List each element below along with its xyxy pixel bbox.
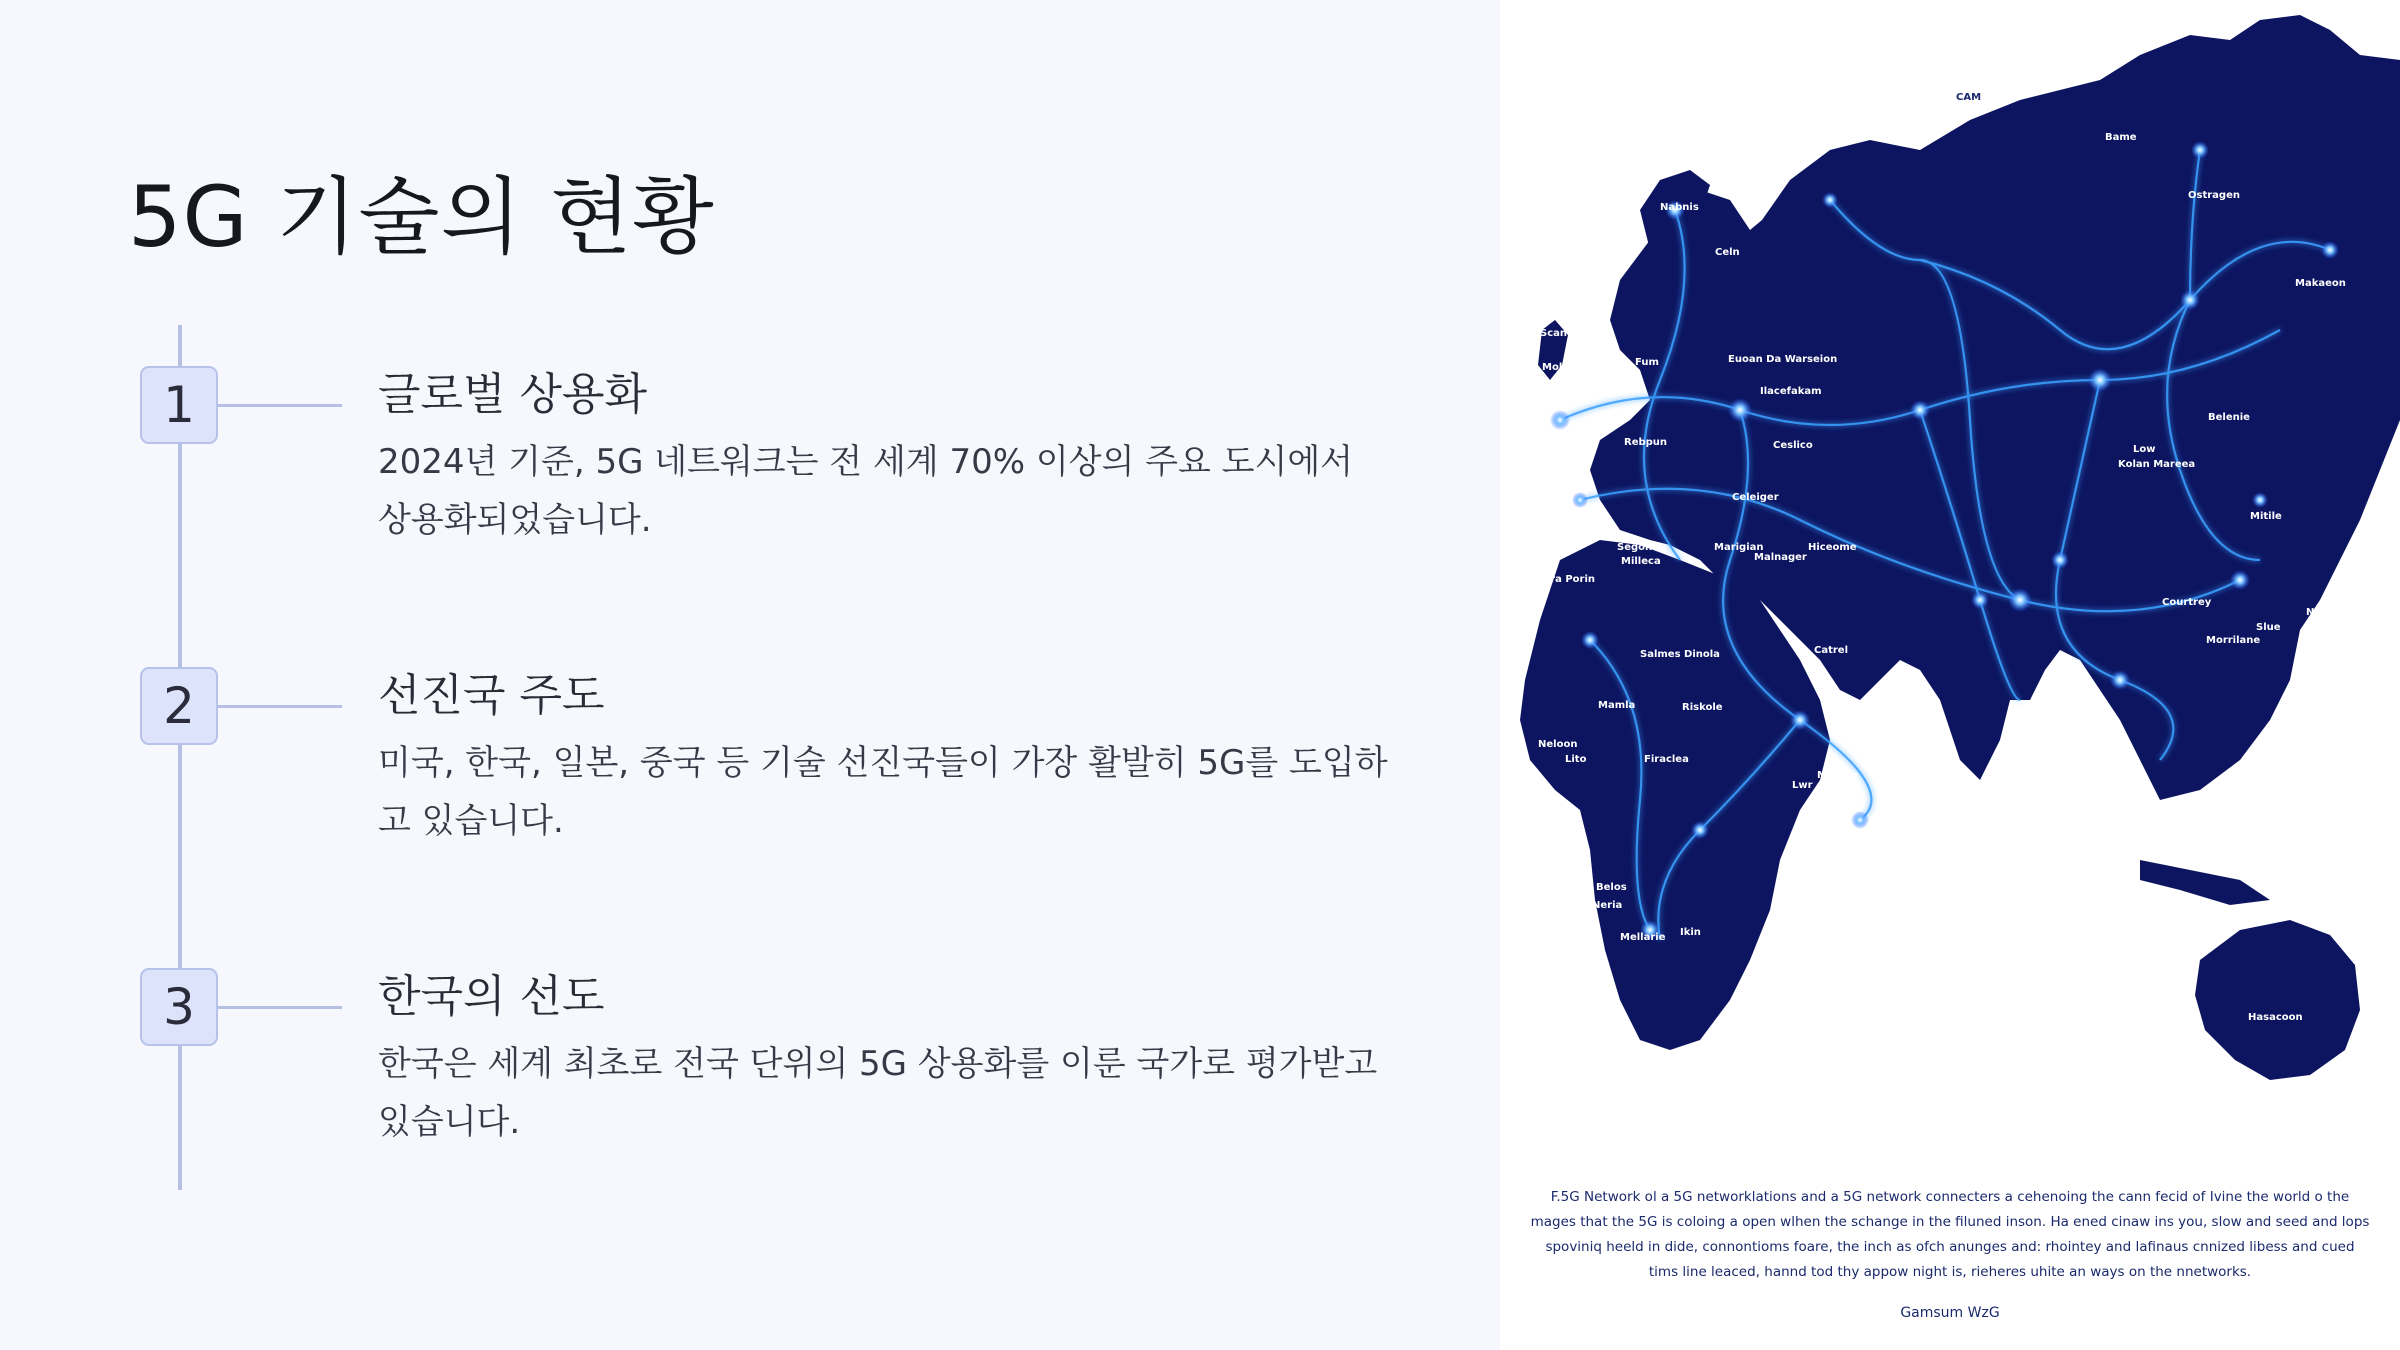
map-label: Celeiger: [1732, 492, 1779, 503]
step-number-2: 2: [140, 667, 218, 745]
map-label: Firaclea: [1644, 754, 1689, 765]
map-label: Low: [2133, 444, 2156, 455]
step-heading-3: 한국의 선도: [378, 971, 605, 1022]
map-label: Nera Porin: [1535, 574, 1595, 585]
map-label: Riskole: [1682, 702, 1723, 713]
page-title: 5G 기술의 현황: [128, 168, 715, 266]
map-label: Eadbain: [1588, 385, 1634, 396]
map-label: Nabnis: [1660, 202, 1699, 213]
map-label: Celn: [1715, 247, 1740, 258]
map-label: Bame: [2105, 132, 2137, 143]
australia-land: [2195, 920, 2360, 1080]
map-label: Ilacefakam: [1760, 386, 1822, 397]
map-label: Makaeon: [2295, 278, 2346, 289]
map-label: Carion: [1910, 722, 1947, 733]
map-label: Belos: [1596, 882, 1627, 893]
map-label: Fum: [1635, 357, 1659, 368]
step-heading-1: 글로벌 상용화: [378, 369, 648, 420]
map-label: Hiceome: [1808, 542, 1857, 553]
map-label: Ostragen: [2188, 190, 2240, 201]
map-label: Malnager: [1754, 552, 1807, 563]
map-label: Cuto: [1562, 432, 1589, 443]
step-heading-2: 선진국 주도: [378, 670, 605, 721]
map-label: Mitile: [2250, 511, 2282, 522]
map-label: Neloon: [1538, 739, 1578, 750]
map-label: CAM: [1956, 92, 1982, 103]
map-label: Courtrey: [2162, 597, 2212, 608]
map-label: Scandinav: [1540, 328, 1598, 339]
map-label: Ceslico: [1773, 440, 1813, 451]
map-label: Neria: [1592, 900, 1623, 911]
map-label: Slue: [2256, 622, 2281, 633]
step-connector-1: [218, 404, 342, 407]
map-label: Nalbiee: [2306, 607, 2349, 618]
landmass: [1501, 1, 2400, 1080]
map-label: Belenie: [2208, 412, 2250, 423]
map-caption: F.5G Network ol a 5G networklations and a 5G network connecters a cehenoing the cann fecid of Ivine the world o the mages that the 5G is coloing a open wlhen the schange in the filuned inson. Ha ened cinaw ins you, slow and seed and lops spoviniq heeld in dide, connontioms foare, the inch as ofch anunges and: rhointey and lafinaus cnnized libess and cued tims line leaced, hannd tod thy appow night is, rieheres uhite an ways on the nnetworks.: [1530, 1189, 2370, 1280]
map-label: Lwr: [1792, 780, 1813, 791]
map-label: Mamla: [1598, 700, 1636, 711]
step-connector-2: [218, 705, 342, 708]
timeline-line: [178, 325, 182, 1190]
map-label: Molna: [1542, 362, 1577, 373]
map-label: Ikin: [1680, 927, 1701, 938]
map-label: Milleca: [1621, 556, 1661, 567]
map-label: Rebpun: [1624, 437, 1668, 448]
map-label: Salmes Dinola: [1640, 649, 1720, 660]
step-description-3: 한국은 세계 최초로 전국 단위의 5G 상용화를 이룬 국가로 평가받고 있습니다.: [378, 1044, 1378, 1142]
map-label: Marigian: [1714, 542, 1764, 553]
step-number-1: 1: [140, 366, 218, 444]
map-label: Nalie: [2293, 890, 2322, 901]
map-label: Hasacoon: [2248, 1012, 2303, 1023]
map-label: Manlee: [1817, 770, 1858, 781]
map-label: Mellarie: [1620, 932, 1666, 943]
map-label: Morrilane: [2206, 635, 2261, 646]
eurasia-africa-5g-map: [1500, 0, 2400, 1350]
step-description-1: 2024년 기준, 5G 네트워크는 전 세계 70% 이상의 주요 도시에서 상용화되었습니다.: [378, 442, 1354, 540]
map-label: Kolan Mareea: [2118, 459, 2196, 470]
map-label: Segonon: [1617, 542, 1667, 553]
step-description-2: 미국, 한국, 일본, 중국 등 기술 선진국들이 가장 활발히 5G를 도입하고 있습니다.: [378, 743, 1388, 841]
step-connector-3: [218, 1006, 342, 1009]
step-number-3: 3: [140, 968, 218, 1046]
network-map-image: [1500, 0, 2400, 1350]
map-label: Euoan Da Warseion: [1728, 354, 1838, 365]
indonesia-land: [2140, 860, 2270, 905]
map-label: Lito: [1565, 754, 1587, 765]
map-credit: Gamsum WzG: [1900, 1305, 2000, 1321]
map-label: Slafim: [1880, 684, 1916, 695]
map-label: Catrel: [1814, 645, 1849, 656]
